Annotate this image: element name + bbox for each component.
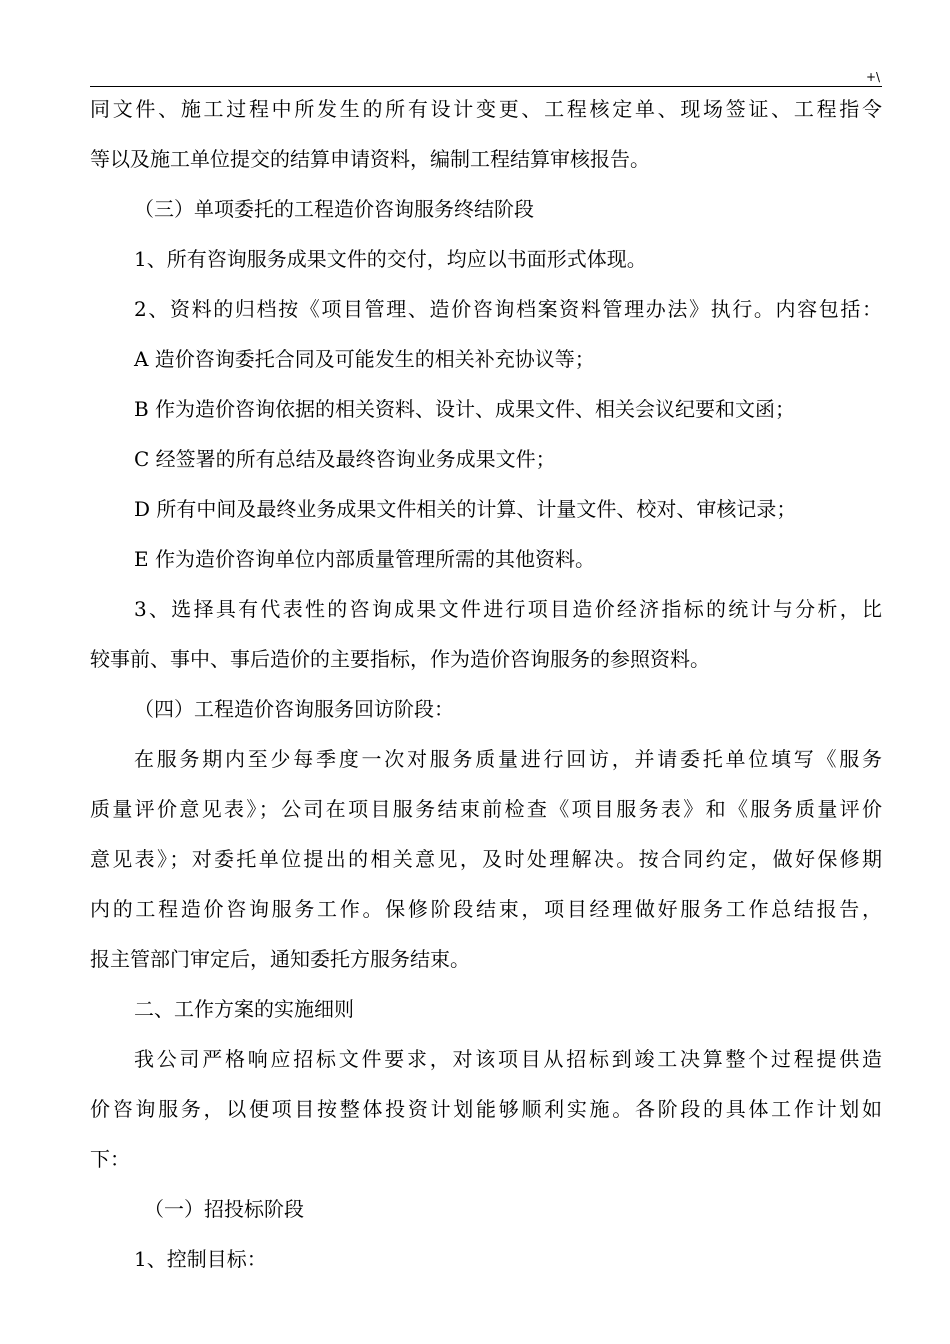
section-heading: 二、工作方案的实施细则 (134, 997, 354, 1021)
text-line: 较事前、事中、事后造价的主要指标，作为造价咨询服务的参照资料。 (90, 647, 710, 671)
text-line: 等以及施工单位提交的结算申请资料，编制工程结算审核报告。 (90, 147, 650, 171)
header-mark: +\ (866, 70, 881, 84)
text-line: 报主管部门审定后，通知委托方服务结束。 (90, 947, 470, 971)
text-line: 意见表》；对委托单位提出的相关意见，及时处理解决。按合同约定，做好保修期 (90, 847, 882, 871)
section-heading: （三）单项委托的工程造价咨询服务终结阶段 (134, 197, 534, 221)
text-line: 价咨询服务，以便项目按整体投资计划能够顺利实施。各阶段的具体工作计划如 (90, 1097, 882, 1121)
section-heading: （四）工程造价咨询服务回访阶段： (134, 697, 454, 721)
text-line: E 作为造价咨询单位内部质量管理所需的其他资料。 (134, 547, 595, 571)
text-line: 内的工程造价咨询服务工作。保修阶段结束，项目经理做好服务工作总结报告， (90, 897, 882, 921)
text-line: C 经签署的所有总结及最终咨询业务成果文件； (134, 447, 556, 471)
body-text (90, 84, 882, 1284)
text-line: 同文件、施工过程中所发生的所有设计变更、工程核定单、现场签证、工程指令 (90, 97, 882, 121)
text-line: 2、资料的归档按《项目管理、造价咨询档案资料管理办法》执行。内容包括： (134, 297, 882, 321)
text-line: D 所有中间及最终业务成果文件相关的计算、计量文件、校对、审核记录； (134, 497, 797, 521)
text-line: A 造价咨询委托合同及可能发生的相关补充协议等； (134, 347, 595, 371)
text-line: 质量评价意见表》；公司在项目服务结束前检查《项目服务表》和《服务质量评价 (90, 797, 882, 821)
text-line: B 作为造价咨询依据的相关资料、设计、成果文件、相关会议纪要和文函； (134, 397, 796, 421)
text-line: 1、所有咨询服务成果文件的交付，均应以书面形式体现。 (134, 247, 647, 271)
text-line: 1、控制目标： (134, 1247, 267, 1271)
text-line: 3、选择具有代表性的咨询成果文件进行项目造价经济指标的统计与分析，比 (134, 597, 882, 621)
section-heading: （一）招投标阶段 (144, 1197, 304, 1221)
text-line: 在服务期内至少每季度一次对服务质量进行回访，并请委托单位填写《服务 (134, 747, 882, 771)
text-line: 我公司严格响应招标文件要求，对该项目从招标到竣工决算整个过程提供造 (134, 1047, 882, 1071)
text-line: 下： (90, 1147, 130, 1171)
